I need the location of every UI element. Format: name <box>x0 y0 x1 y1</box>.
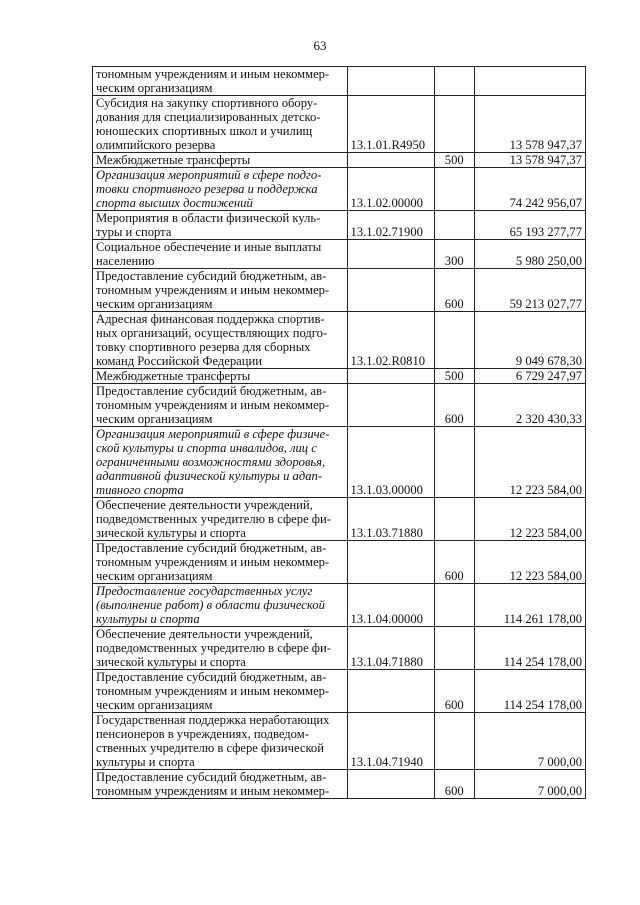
row-name-cell <box>93 584 348 627</box>
budget-table-body <box>93 67 586 799</box>
row-kind-cell <box>434 211 474 240</box>
row-name-text: Субсидия на закупку спортивного обору- дования для специализированных детско- юношеских спортивных школ и училищ олимпийского резерва <box>96 96 321 152</box>
row-code-cell: 13.1.03.00000 <box>347 427 434 498</box>
row-name-text: Межбюджетные трансферты <box>96 369 251 383</box>
row-name-cell <box>93 240 348 269</box>
row-name-text: Государственная поддержка неработающих пенсионеров в учреждениях, подведом- ственных учредителю в сфере физической культуры и спорта <box>96 713 330 769</box>
row-name-cell <box>93 427 348 498</box>
row-name-cell <box>93 96 348 153</box>
row-name-text: Межбюджетные трансферты <box>96 153 251 167</box>
table-row <box>93 427 586 498</box>
table-row <box>93 240 586 269</box>
row-name-text: Обеспечение деятельности учреждений, подведомственных учредителю в сфере фи- зической культуры и спорта <box>96 498 331 540</box>
row-code-cell: 13.1.04.71940 <box>347 713 434 770</box>
row-code-cell <box>347 153 434 168</box>
table-row <box>93 312 586 369</box>
row-code-cell: 13.1.04.00000 <box>347 584 434 627</box>
row-name-text: Предоставление субсидий бюджетным, ав- тономным учреждениям и иным некоммер- ческим организациям <box>96 670 330 712</box>
row-sum-cell: 74 242 956,07 <box>474 168 585 211</box>
row-kind-cell <box>434 312 474 369</box>
table-row <box>93 584 586 627</box>
row-code-cell <box>347 67 434 96</box>
row-kind-cell: 300 <box>434 240 474 269</box>
row-sum-cell: 114 261 178,00 <box>474 584 585 627</box>
row-code-cell <box>347 541 434 584</box>
table-row <box>93 770 586 799</box>
row-sum-cell <box>474 67 585 96</box>
row-name-text: Социальное обеспечение и иные выплаты населению <box>96 240 322 268</box>
row-name-text: Предоставление субсидий бюджетным, ав- тономным учреждениям и иным некоммер- <box>96 770 330 798</box>
row-name-cell <box>93 211 348 240</box>
row-kind-cell <box>434 96 474 153</box>
row-name-cell <box>93 153 348 168</box>
row-name-text: Предоставление государственных услуг (выполнение работ) в области физической культуры и спорта <box>96 584 325 626</box>
row-sum-cell: 13 578 947,37 <box>474 96 585 153</box>
row-sum-cell: 7 000,00 <box>474 713 585 770</box>
row-name-cell <box>93 369 348 384</box>
row-name-text: Предоставление субсидий бюджетным, ав- тономным учреждениям и иным некоммер- ческим организациям <box>96 541 330 583</box>
row-name-text: Организация мероприятий в сфере подго- товки спортивного резерва и поддержка спорта высших достижений <box>96 168 322 210</box>
row-kind-cell: 500 <box>434 153 474 168</box>
row-name-text: Адресная финансовая поддержка спортив- ных организаций, осуществляющих подго- товку спортивного резерва для сборных команд Российской Федерации <box>96 312 328 368</box>
row-sum-cell: 12 223 584,00 <box>474 541 585 584</box>
row-sum-cell: 7 000,00 <box>474 770 585 799</box>
table-row <box>93 168 586 211</box>
row-sum-cell: 6 729 247,97 <box>474 369 585 384</box>
row-sum-cell: 2 320 430,33 <box>474 384 585 427</box>
table-row <box>93 498 586 541</box>
row-code-cell <box>347 770 434 799</box>
row-code-cell: 13.1.02.71900 <box>347 211 434 240</box>
row-name-cell <box>93 269 348 312</box>
table-row <box>93 369 586 384</box>
row-code-cell: 13.1.02.R0810 <box>347 312 434 369</box>
row-name-text: Предоставление субсидий бюджетным, ав- тономным учреждениям и иным некоммер- ческим организациям <box>96 384 330 426</box>
row-sum-cell: 65 193 277,77 <box>474 211 585 240</box>
table-row <box>93 713 586 770</box>
row-code-cell <box>347 369 434 384</box>
row-kind-cell: 500 <box>434 369 474 384</box>
table-row <box>93 211 586 240</box>
row-name-cell <box>93 384 348 427</box>
row-kind-cell <box>434 498 474 541</box>
row-kind-cell <box>434 67 474 96</box>
row-kind-cell: 600 <box>434 541 474 584</box>
row-name-cell <box>93 67 348 96</box>
row-kind-cell <box>434 627 474 670</box>
row-kind-cell: 600 <box>434 770 474 799</box>
table-row <box>93 153 586 168</box>
row-kind-cell: 600 <box>434 670 474 713</box>
row-sum-cell: 9 049 678,30 <box>474 312 585 369</box>
row-code-cell <box>347 269 434 312</box>
row-kind-cell <box>434 584 474 627</box>
table-row <box>93 96 586 153</box>
page-number: 63 <box>313 38 327 53</box>
table-row <box>93 384 586 427</box>
row-code-cell: 13.1.03.71880 <box>347 498 434 541</box>
row-name-text: Предоставление субсидий бюджетным, ав- тономным учреждениям и иным некоммер- ческим организациям <box>96 269 330 311</box>
row-kind-cell <box>434 427 474 498</box>
row-sum-cell: 114 254 178,00 <box>474 670 585 713</box>
table-row <box>93 627 586 670</box>
row-code-cell: 13.1.01.R4950 <box>347 96 434 153</box>
row-name-cell <box>93 627 348 670</box>
row-name-cell <box>93 312 348 369</box>
row-kind-cell: 600 <box>434 384 474 427</box>
row-name-text: Мероприятия в области физической куль- туры и спорта <box>96 211 321 239</box>
row-sum-cell: 12 223 584,00 <box>474 498 585 541</box>
row-code-cell <box>347 670 434 713</box>
row-name-cell <box>93 713 348 770</box>
row-name-cell <box>93 498 348 541</box>
table-row <box>93 67 586 96</box>
budget-table <box>92 66 586 799</box>
row-sum-cell: 59 213 027,77 <box>474 269 585 312</box>
row-kind-cell <box>434 713 474 770</box>
row-kind-cell: 600 <box>434 269 474 312</box>
row-sum-cell: 114 254 178,00 <box>474 627 585 670</box>
row-code-cell <box>347 240 434 269</box>
table-row <box>93 670 586 713</box>
row-code-cell: 13.1.04.71880 <box>347 627 434 670</box>
row-name-cell <box>93 168 348 211</box>
row-code-cell: 13.1.02.00000 <box>347 168 434 211</box>
row-sum-cell: 12 223 584,00 <box>474 427 585 498</box>
row-kind-cell <box>434 168 474 211</box>
row-sum-cell: 13 578 947,37 <box>474 153 585 168</box>
row-sum-cell: 5 980 250,00 <box>474 240 585 269</box>
table-row <box>93 269 586 312</box>
row-code-cell <box>347 384 434 427</box>
row-name-text: тономным учреждениям и иным некоммер- ческим организациям <box>96 67 330 95</box>
row-name-text: Организация мероприятий в сфере физиче- ской культуры и спорта инвалидов, лиц с ограниченными возможностями здоровья, адаптивной физической культуры и адап- тивного спорта <box>96 427 330 497</box>
row-name-text: Обеспечение деятельности учреждений, подведомственных учредителю в сфере фи- зической культуры и спорта <box>96 627 331 669</box>
row-name-cell <box>93 541 348 584</box>
row-name-cell <box>93 770 348 799</box>
table-row <box>93 541 586 584</box>
row-name-cell <box>93 670 348 713</box>
